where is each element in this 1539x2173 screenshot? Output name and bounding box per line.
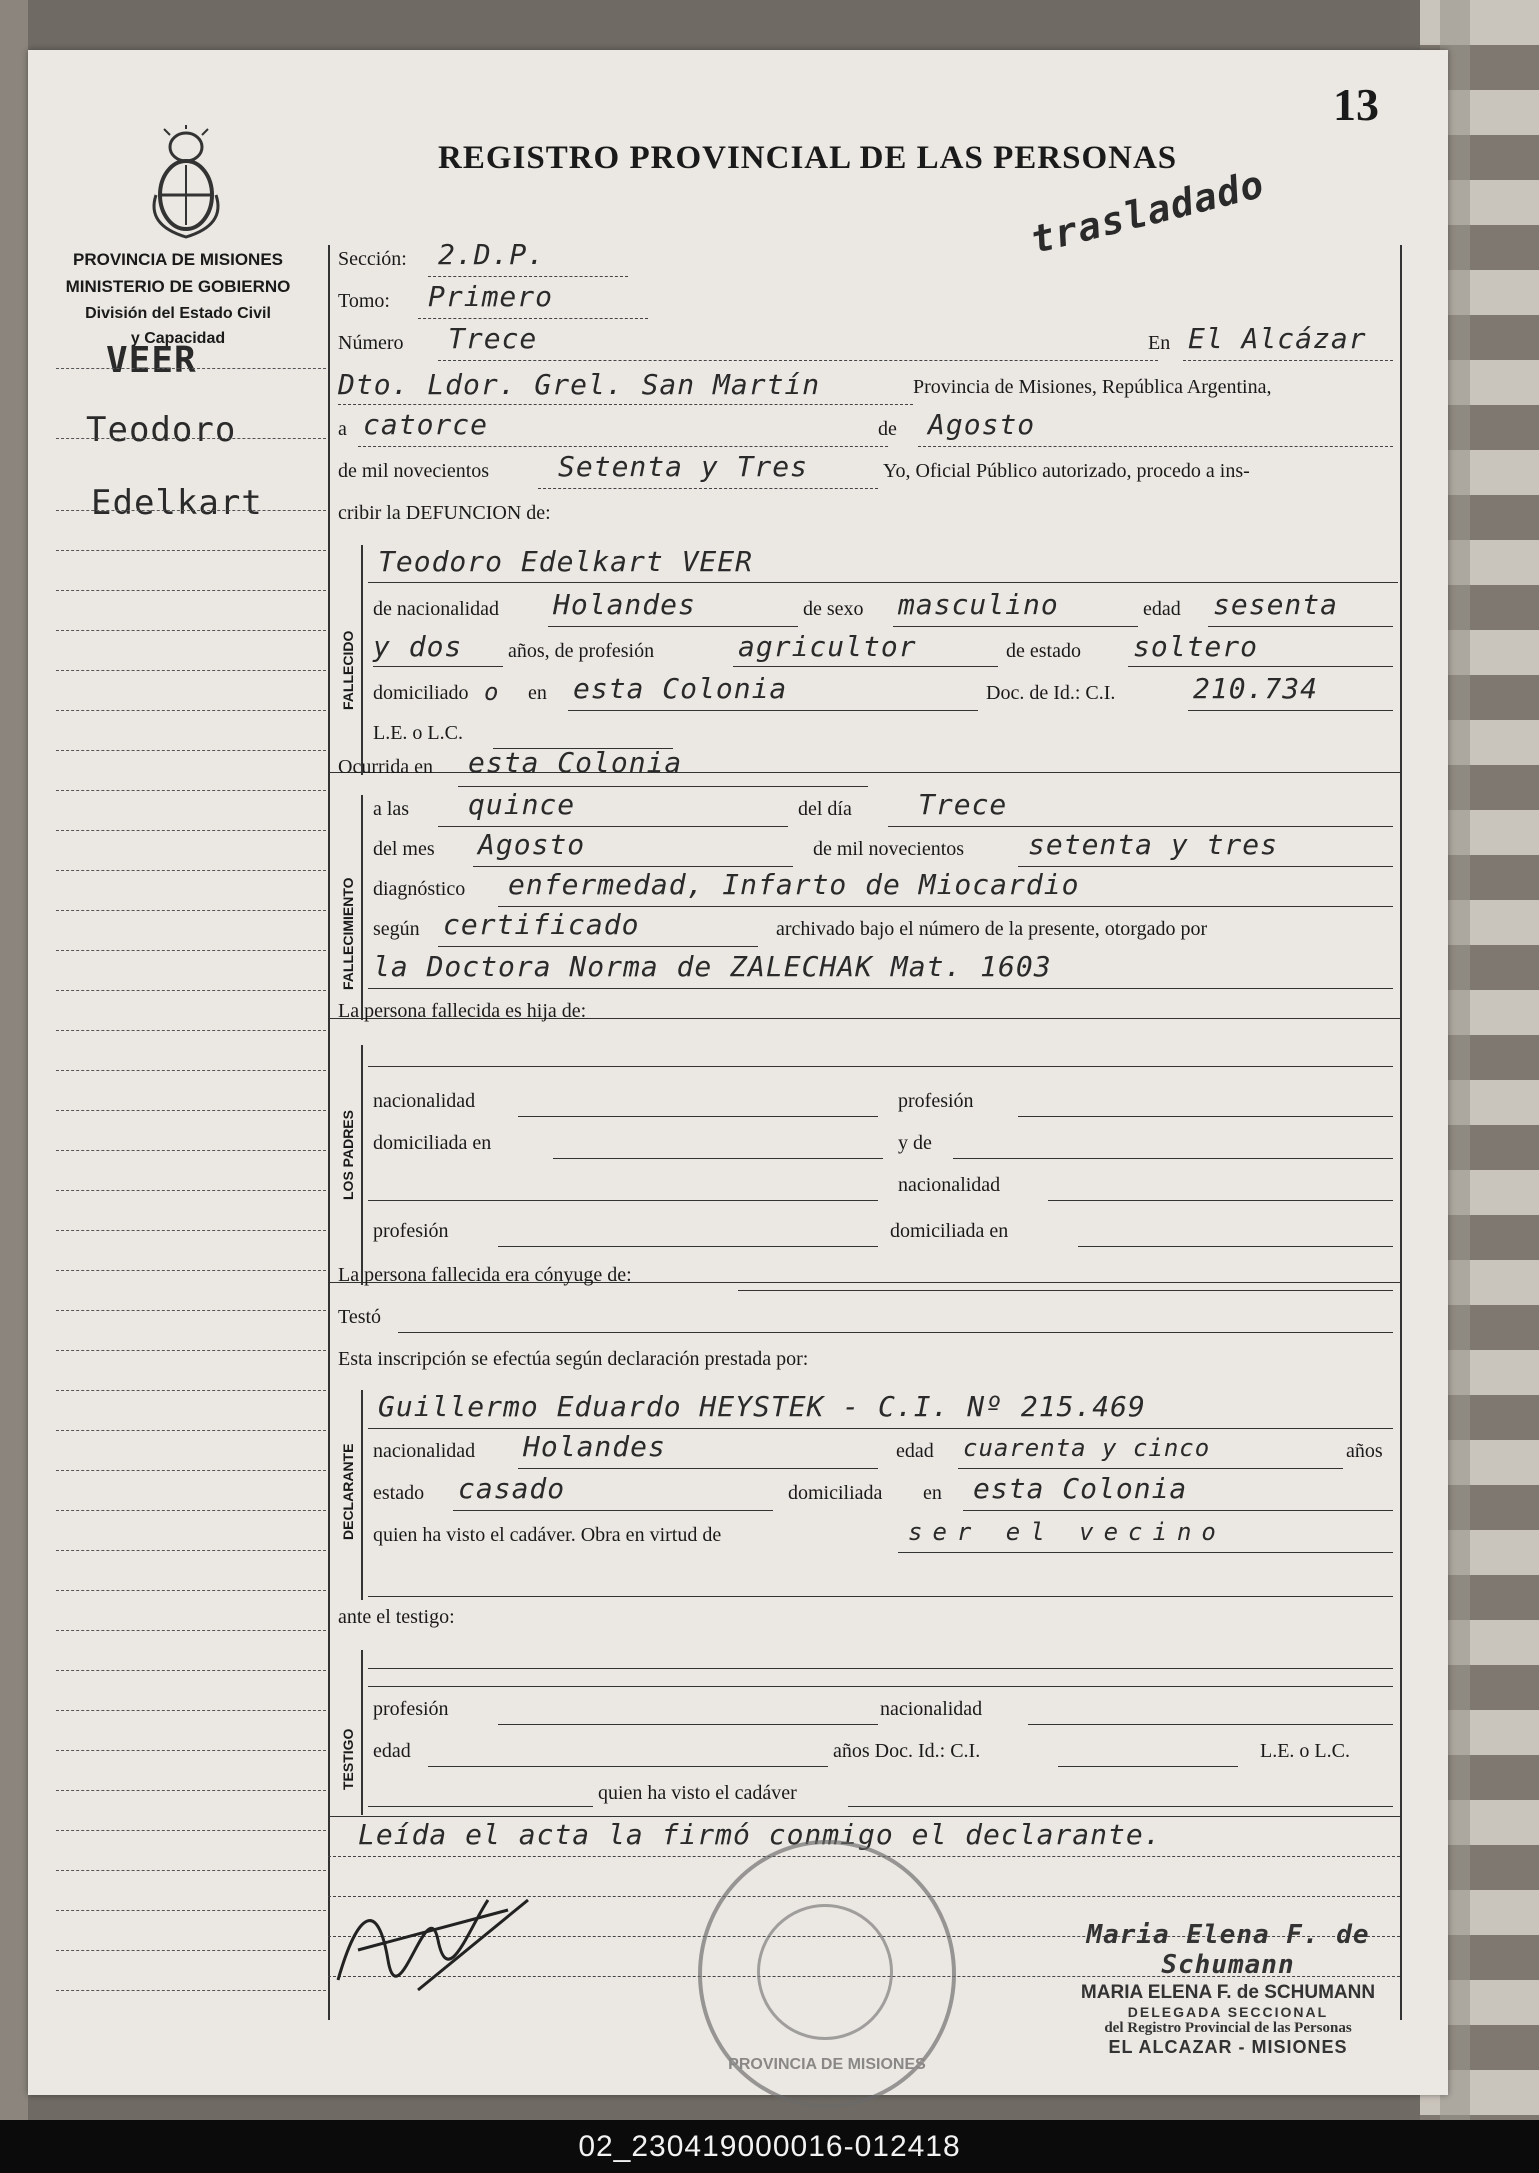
left-rule <box>56 368 326 369</box>
de-label: de <box>878 418 897 440</box>
left-rule <box>56 1390 326 1391</box>
declarante-frame <box>361 1390 363 1600</box>
left-rule <box>56 1750 326 1751</box>
left-rule <box>56 1110 326 1111</box>
testigo-frame <box>361 1650 363 1815</box>
fallecido-sexo-label: de sexo <box>803 598 864 620</box>
padres-section-label: LOS PADRES <box>340 1110 356 1200</box>
provincia-text: Provincia de Misiones, República Argentina, <box>913 376 1272 398</box>
fallecimiento-del-mes-line <box>473 866 793 867</box>
declarante-edad-label: edad <box>896 1440 934 1462</box>
fallecido-domiciliado-label: domiciliado <box>373 682 469 704</box>
fallecido-estado-value: soltero <box>1133 630 1259 663</box>
declarante-anos-label: años <box>1346 1440 1383 1462</box>
fallecido-nacionalidad-label: de nacionalidad <box>373 598 500 620</box>
official-seal-icon <box>698 1840 956 2108</box>
fallecido-frame <box>361 545 363 775</box>
left-rule <box>56 750 326 751</box>
official-stamp <box>1028 1920 1428 2058</box>
fallecimiento-mil-line <box>1018 866 1393 867</box>
tomo-label: Tomo: <box>338 290 390 312</box>
left-rule <box>56 1070 326 1071</box>
declarante-nacionalidad-label: nacionalidad <box>373 1440 476 1462</box>
left-rule <box>56 1270 326 1271</box>
fallecido-name-line <box>368 582 1398 583</box>
testigo-line <box>368 1668 1393 1669</box>
fallecimiento-del-dia-line <box>888 826 1393 827</box>
left-header-line3: División del Estado Civil <box>85 305 271 322</box>
fallecido-domicilio-value: esta Colonia <box>573 672 788 705</box>
padres-hija-text: La persona fallecida es hija de: <box>338 1000 587 1022</box>
seccion-line <box>428 276 628 277</box>
numero-label: Número <box>338 332 404 354</box>
declarante-signature-icon <box>318 1870 548 2000</box>
padres-domiciliada2-label: domiciliada en <box>890 1220 1009 1242</box>
en-line <box>1183 360 1393 361</box>
a-value: catorce <box>363 408 489 441</box>
fallecimiento-frame <box>361 795 363 1020</box>
book-spine <box>0 0 28 2120</box>
padres-profesion-label: profesión <box>898 1090 974 1112</box>
left-rule <box>56 510 326 511</box>
seccion-value: 2.D.P. <box>438 238 546 271</box>
mil-line <box>538 488 878 489</box>
left-rule <box>56 1870 326 1871</box>
left-rule <box>56 438 326 439</box>
conyuge-text: La persona fallecida era cónyuge de: <box>338 1264 632 1286</box>
testigo-edad-label: edad <box>373 1740 411 1762</box>
official-signature: Maria Elena F. de Schumann <box>1086 1920 1370 1980</box>
testo-label: Testó <box>338 1306 382 1328</box>
ocurrida-value: esta Colonia <box>468 746 683 779</box>
declarante-name-line <box>368 1428 1393 1429</box>
left-rule <box>56 1510 326 1511</box>
left-rule <box>56 990 326 991</box>
official-office: del Registro Provincial de las Personas <box>1104 2020 1352 2036</box>
padres-y-de-line <box>953 1158 1393 1159</box>
de-line <box>918 446 1393 447</box>
fallecido-edad-value: sesenta <box>1213 588 1339 621</box>
left-rule <box>56 1030 326 1031</box>
left-rule <box>56 1670 326 1671</box>
seal-inner-ring <box>757 1904 893 2040</box>
fallecimiento-doctor-line <box>368 988 1393 989</box>
fallecimiento-del-dia-label: del día <box>798 798 852 820</box>
left-rule <box>56 710 326 711</box>
declarante-nacionalidad-line <box>518 1468 878 1469</box>
fallecido-sexo-line <box>893 626 1138 627</box>
declarante-section-label: DECLARANTE <box>340 1443 356 1540</box>
fallecido-profesion-line <box>733 666 998 667</box>
left-rule <box>56 1990 326 1991</box>
fallecido-sexo-value: masculino <box>898 588 1059 621</box>
de-value: Agosto <box>928 408 1036 441</box>
testigo-section-label: TESTIGO <box>340 1728 356 1790</box>
testigo-doc-line <box>1058 1766 1238 1767</box>
fallecido-edad-line <box>1208 626 1393 627</box>
fallecimiento-del-dia-value: Trece <box>918 788 1008 821</box>
numero-line <box>438 360 1158 361</box>
fallecimiento-a-las-label: a las <box>373 798 410 820</box>
fallecimiento-doctor-value: la Doctora Norma de ZALECHAK Mat. 1603 <box>373 950 1052 983</box>
mil-value: Setenta y Tres <box>558 450 809 483</box>
left-rule <box>56 1910 326 1911</box>
left-header-line2: MINISTERIO DE GOBIERNO <box>65 277 291 296</box>
testigo-profesion-label: profesión <box>373 1698 449 1720</box>
padres-nacionalidad2-line <box>1048 1200 1393 1201</box>
left-rule <box>56 1230 326 1231</box>
fallecimiento-a-las-value: quince <box>468 788 576 821</box>
padres-nacionalidad-label: nacionalidad <box>373 1090 476 1112</box>
declarante-line <box>368 1596 1393 1597</box>
fallecimiento-section-label: FALLECIMIENTO <box>340 877 356 990</box>
padres-y-de-label: y de <box>898 1132 932 1154</box>
fallecido-nacionalidad-line <box>548 626 798 627</box>
fallecimiento-diagnostico-value: enfermedad, Infarto de Miocardio <box>508 868 1080 901</box>
left-rule <box>56 950 326 951</box>
declarante-en-label: en <box>923 1482 942 1504</box>
footer-bar <box>0 2120 1539 2173</box>
fallecimiento-mil-label: de mil novecientos <box>813 838 965 860</box>
testigo-edad-line <box>428 1766 828 1767</box>
left-rule <box>56 590 326 591</box>
a-label: a <box>338 418 347 440</box>
testigo-line <box>368 1806 593 1807</box>
left-rule <box>56 1350 326 1351</box>
testigo-nacionalidad-label: nacionalidad <box>880 1698 983 1720</box>
fallecido-en-label: en <box>528 682 547 704</box>
coat-of-arms-icon <box>146 125 226 245</box>
tomo-value: Primero <box>428 280 554 313</box>
left-rule <box>56 1430 326 1431</box>
declarante-virtud-value: ser el vecino <box>908 1518 1226 1546</box>
declarante-domiciliada-label: domiciliada <box>788 1482 883 1504</box>
numero-value: Trece <box>448 322 538 355</box>
left-rule <box>56 1710 326 1711</box>
tomo-line <box>418 318 648 319</box>
footer-id: 02_230419000016-012418 <box>578 2130 961 2163</box>
fallecimiento-segun-value: certificado <box>443 908 640 941</box>
fallecido-doc-label: Doc. de Id.: C.I. <box>986 682 1116 704</box>
left-rule <box>56 1190 326 1191</box>
left-middlename: Edelkart <box>91 483 263 523</box>
padres-domiciliada-label: domiciliada en <box>373 1132 492 1154</box>
left-header-line1: PROVINCIA DE MISIONES <box>72 250 283 269</box>
page-number: 13 <box>1333 79 1379 130</box>
testigo-anos-doc-label: años Doc. Id.: C.I. <box>833 1740 981 1762</box>
section-divider <box>328 1816 1400 1817</box>
left-rule <box>56 1630 326 1631</box>
ocurrida-label: Ocurrida en <box>338 756 433 778</box>
testigo-profesion-line <box>498 1724 878 1725</box>
left-rule <box>56 630 326 631</box>
left-rule <box>56 550 326 551</box>
left-rule <box>56 1830 326 1831</box>
left-header-line4: y Capacidad <box>130 330 226 347</box>
left-rule <box>56 1550 326 1551</box>
left-rule <box>56 1790 326 1791</box>
padres-line <box>368 1066 1393 1067</box>
fallecimiento-mil-value: setenta y tres <box>1028 828 1279 861</box>
left-rule <box>56 1950 326 1951</box>
fallecido-edad2-line <box>373 666 503 667</box>
declarante-name: Guillermo Eduardo HEYSTEK - C.I. Nº 215.469 <box>378 1390 1146 1423</box>
fallecido-doc-line <box>1188 710 1393 711</box>
official-place: EL ALCAZAR - MISIONES <box>1108 2037 1348 2057</box>
left-surname: VEER <box>106 340 197 381</box>
fallecimiento-segun-label: según <box>373 918 420 940</box>
fallecido-estado-label: de estado <box>1006 640 1081 662</box>
declarante-cadaver-text: quien ha visto el cadáver. Obra en virtud de <box>373 1524 722 1546</box>
padres-line <box>368 1200 878 1201</box>
document-title: REGISTRO PROVINCIAL DE LAS PERSONAS <box>438 140 1178 176</box>
declarante-estado-label: estado <box>373 1482 425 1504</box>
seal-text: PROVINCIA DE MISIONES <box>728 2056 926 2073</box>
declarante-domicilio-value: esta Colonia <box>973 1472 1188 1505</box>
testigo-cadaver-text: quien ha visto el cadáver <box>598 1782 797 1804</box>
left-index-column <box>56 340 346 2020</box>
official-name: MARIA ELENA F. de SCHUMANN <box>1080 1982 1376 2003</box>
a-line <box>358 446 888 447</box>
fallecimiento-del-mes-value: Agosto <box>478 828 586 861</box>
dpto-line <box>338 404 913 405</box>
fallecido-domiciliado-suffix: o <box>484 678 500 706</box>
fallecido-name: Teodoro Edelkart VEER <box>378 545 754 578</box>
fallecido-doc-value: 210.734 <box>1193 672 1319 705</box>
left-rule <box>56 870 326 871</box>
left-firstname: Teodoro <box>86 410 237 450</box>
padres-profesion2-line <box>498 1246 878 1247</box>
left-rule <box>56 1470 326 1471</box>
fallecido-domicilio-line <box>568 710 978 711</box>
main-frame-right <box>1400 245 1402 2020</box>
fallecido-edad-label: edad <box>1143 598 1181 620</box>
padres-domiciliada2-line <box>1078 1246 1393 1247</box>
declarante-virtud-line <box>898 1552 1393 1553</box>
official-role: DELEGADA SECCIONAL <box>1127 2004 1329 2020</box>
closing-hand: Leída el acta la firmó conmigo el declarante. <box>358 1818 1162 1851</box>
declarante-edad-line <box>958 1468 1343 1469</box>
testigo-line <box>848 1806 1393 1807</box>
fallecido-le-label: L.E. o L.C. <box>373 722 463 744</box>
fallecido-anos-profesion-label: años, de profesión <box>508 640 655 662</box>
fallecido-profesion-value: agricultor <box>738 630 917 663</box>
declarante-nacionalidad-value: Holandes <box>523 1430 666 1463</box>
fallecido-estado-line <box>1128 666 1393 667</box>
left-rule <box>56 830 326 831</box>
yo-text: Yo, Oficial Público autorizado, procedo a ins- <box>883 460 1250 482</box>
padres-frame <box>361 1045 363 1285</box>
declarante-estado-value: casado <box>458 1472 566 1505</box>
fallecimiento-segun-line <box>438 946 758 947</box>
padres-profesion-line <box>1018 1116 1393 1117</box>
dpto-value: Dto. Ldor. Grel. San Martín <box>338 368 821 401</box>
fallecimiento-archivado-text: archivado bajo el número de la presente, otorgado por <box>776 918 1208 940</box>
left-rule <box>56 670 326 671</box>
testigo-nacionalidad-line <box>1028 1724 1393 1725</box>
left-rule <box>56 1150 326 1151</box>
left-rule <box>56 1310 326 1311</box>
header-stamp: trasladado <box>1026 161 1269 263</box>
cribir-text: cribir la DEFUNCION de: <box>338 502 551 524</box>
fallecimiento-diagnostico-label: diagnóstico <box>373 878 466 900</box>
declarante-edad-value: cuarenta y cinco <box>963 1434 1211 1462</box>
declarante-domicilio-line <box>963 1510 1393 1511</box>
main-frame-left <box>328 245 330 2020</box>
fallecido-section-label: FALLECIDO <box>340 630 356 710</box>
padres-profesion2-label: profesión <box>373 1220 449 1242</box>
left-rule <box>56 910 326 911</box>
mil-label: de mil novecientos <box>338 460 490 482</box>
left-rule <box>56 1590 326 1591</box>
fallecido-edad-value2: y dos <box>373 630 463 663</box>
testo-line <box>398 1332 1393 1333</box>
padres-nacionalidad2-label: nacionalidad <box>898 1174 1001 1196</box>
padres-domiciliada-line <box>553 1158 883 1159</box>
document-page <box>28 50 1448 2095</box>
padres-nacionalidad-line <box>518 1116 878 1117</box>
declaracion-text: Esta inscripción se efectúa según declaración prestada por: <box>338 1348 809 1370</box>
conyuge-line <box>738 1290 1393 1291</box>
fallecido-nacionalidad-value: Holandes <box>553 588 696 621</box>
testigo-le-label: L.E. o L.C. <box>1260 1740 1350 1762</box>
seccion-label: Sección: <box>338 248 407 270</box>
declarante-estado-line <box>453 1510 773 1511</box>
ocurrida-line <box>458 786 868 787</box>
testigo-ante-text: ante el testigo: <box>338 1606 455 1628</box>
fallecimiento-diagnostico-line <box>498 906 1393 907</box>
testigo-line <box>368 1686 1393 1687</box>
fallecimiento-a-las-line <box>438 826 788 827</box>
en-label: En <box>1148 332 1171 354</box>
left-rule <box>56 790 326 791</box>
en-value: El Alcázar <box>1188 322 1367 355</box>
fallecimiento-del-mes-label: del mes <box>373 838 435 860</box>
